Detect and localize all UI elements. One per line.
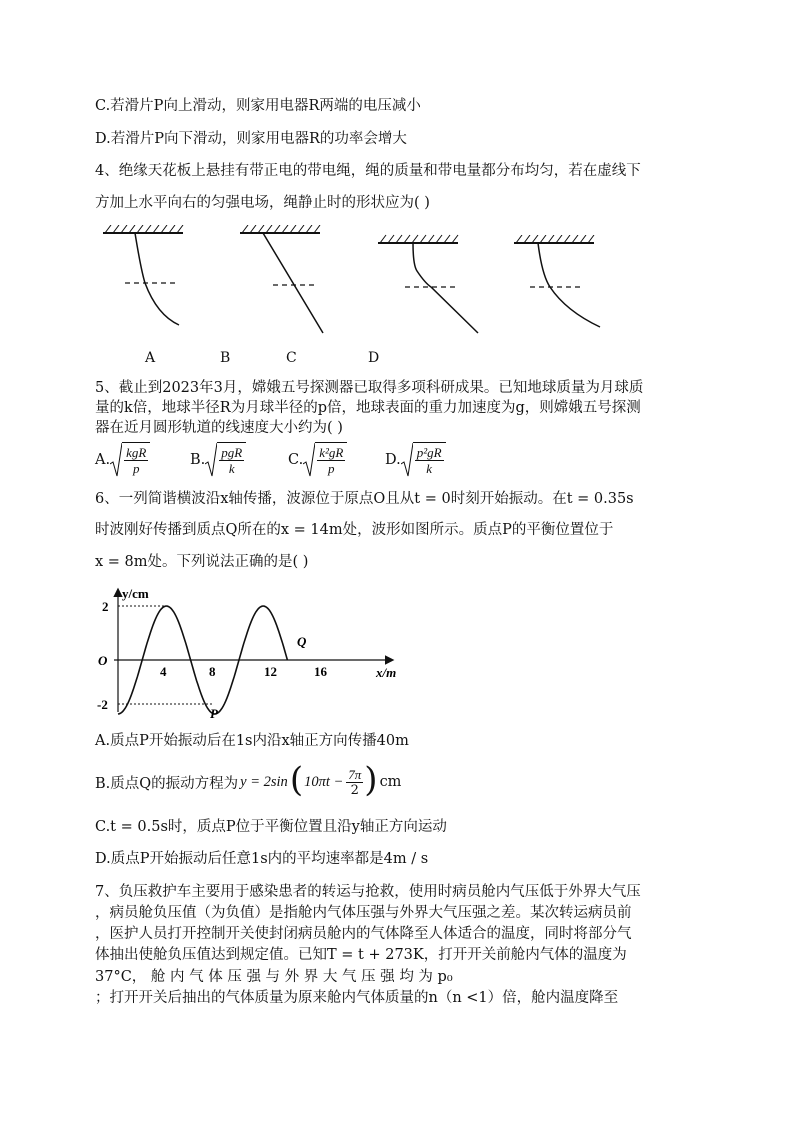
q6-stem-3: x = 8m处。下列说法正确的是( ) (95, 554, 309, 570)
q5-b-denominator: k (228, 461, 235, 476)
wave-point-p: P (210, 706, 218, 720)
q5-c-denominator: p (327, 461, 335, 476)
right-paren: ) (364, 760, 378, 800)
q5-a-numerator: kgR (126, 445, 147, 460)
sqrt-sign-icon (303, 442, 347, 478)
sqrt-sign-icon (401, 442, 446, 478)
wave-x-tick-4: 4 (160, 664, 167, 679)
q4-label-b: B (220, 350, 231, 366)
left-paren: ( (289, 760, 304, 800)
q6-option-c: C.t = 0.5s时，质点P位于平衡位置且沿y轴正方向运动 (95, 819, 447, 835)
q7-stem-1: 7、负压救护车主要用于感染患者的转运与抢救，使用时病员舱内气压低于外界大气压 (95, 884, 641, 900)
q3-option-c: C.若滑片P向上滑动，则家用电器R两端的电压减小 (95, 98, 421, 114)
q6-stem-2: 时波刚好传播到质点Q所在的x = 14m处，波形如图所示。质点P的平衡位置位于 (95, 522, 614, 538)
wave-y-tick-2: 2 (102, 599, 109, 614)
wave-figure (92, 584, 422, 720)
q4-figure-d (510, 235, 620, 335)
q7-stem-3: ，医护人员打开控制开关使封闭病员舱内的气体降至人体适合的温度，同时将部分气 (95, 926, 632, 942)
wave-origin-label: O (98, 653, 108, 668)
q5-stem-2: 量的k倍，地球半径R为月球半径的p倍，地球表面的重力加速度为g，则嫦娥五号探测 (95, 400, 641, 416)
wave-x-axis-label: x/m (376, 665, 397, 680)
q7-stem-2: ，病员舱负压值（为负值）是指舱内气体压强与外界大气压强之差。某次转运病员前 (95, 905, 632, 921)
q4-label-d: D (368, 350, 380, 366)
q6-option-b: B.质点Q的振动方程为 y = 2sin ( 10πt − $\frac{7\pi}{2}$ ) cm (95, 760, 402, 800)
wave-x-tick-12: 12 (264, 664, 277, 679)
q5-option-a: A. $\frac{\text{kgR}}{p}$ (95, 440, 150, 480)
q5-option-b: B. $\frac{\text{pgR}}{k}$ (190, 440, 246, 480)
q4-stem-2: 方加上水平向右的匀强电场，绳静止时的形状应为( ) (95, 195, 430, 211)
q7-stem-6: ；打开开关后抽出的气体质量为原来舱内气体质量的n（n <1）倍，舱内温度降至 (95, 990, 619, 1006)
q4-stem-1: 4、绝缘天花板上悬挂有带正电的带电绳，绳的质量和带电量都分布均匀，若在虚线下 (95, 163, 641, 179)
q4-rope-figures (95, 225, 495, 370)
wave-x-tick-8: 8 (209, 664, 216, 679)
q5-d-denominator: k (426, 461, 433, 476)
q5-option-c: C. $\frac{\text{k²gR}}{p}$ (288, 440, 347, 480)
q5-c-numerator: k²gR (319, 445, 344, 460)
q5-b-numerator: pgR (221, 445, 243, 460)
sqrt-sign-icon (110, 442, 150, 478)
q5-stem-1: 5、截止到2023年3月，嫦娥五号探测器已取得多项科研成果。已知地球质量为月球质 (95, 380, 644, 396)
wave-x-tick-16: 16 (314, 664, 327, 679)
q4-figure-b (240, 225, 323, 333)
q7-stem-4: 体抽出使舱负压值达到规定值。已知T = t + 273K，打开开关前舱内气体的温度为 (95, 947, 627, 963)
q7-stem-5: 37°C， 舱 内 气 体 压 强 与 外 界 大 气 压 强 均 为 p₀ (95, 969, 453, 985)
wave-y-axis-label: y/cm (122, 586, 149, 601)
q4-figure-a (103, 225, 183, 325)
q4-label-c: C (286, 350, 297, 366)
q6-option-d: D.质点P开始振动后任意1s内的平均速率都是4m / s (95, 851, 429, 867)
wave-y-tick-neg2: -2 (97, 697, 108, 712)
q3-option-d: D.若滑片P向下滑动，则家用电器R的功率会增大 (95, 131, 407, 147)
q5-a-denominator: p (132, 461, 140, 476)
sqrt-sign-icon (205, 442, 246, 478)
q5-stem-3: 器在近月圆形轨道的线速度大小约为( ) (95, 420, 343, 436)
q6-option-a: A.质点P开始振动后在1s内沿x轴正方向传播40m (95, 733, 409, 749)
q5-option-d: D. $\frac{\text{p²gR}}{k}$ (385, 440, 446, 480)
q4-figure-c (378, 235, 478, 333)
q4-label-a: A (145, 350, 156, 366)
q6-stem-1: 6、一列简谐横波沿x轴传播，波源位于原点O且从t = 0时刻开始振动。在t = 0.35s (95, 491, 634, 507)
q5-d-numerator: p²gR (416, 445, 442, 460)
wave-point-q: Q (297, 634, 307, 649)
